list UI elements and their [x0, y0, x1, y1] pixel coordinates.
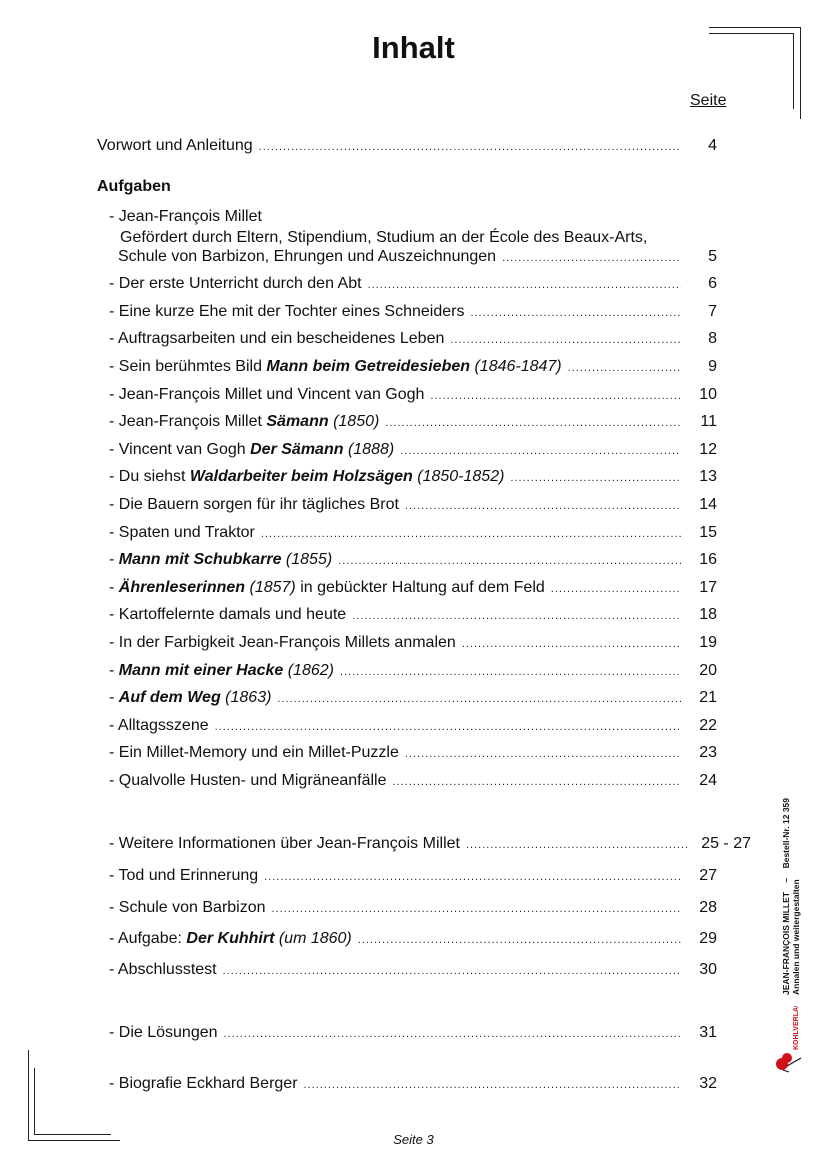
toc-entry-pre: - Auftragsarbeiten und ein bescheidenes Leben [109, 330, 445, 347]
toc-page-number: 20 [699, 662, 717, 679]
toc-entry-pre: - Kartoffelernte damals und heute [109, 606, 347, 623]
toc-entry-work: Mann mit Schubkarre [118, 551, 282, 568]
toc-entry-year: (1855) [281, 551, 333, 568]
dot-leader [358, 934, 681, 946]
toc-entry-label [109, 689, 271, 707]
toc-entry-label [109, 717, 209, 735]
toc-entry-intro[interactable] [97, 137, 717, 157]
dot-leader [304, 1079, 681, 1091]
toc-page-number: 6 [708, 275, 717, 292]
toc-entry-pre: - Qualvolle Husten- und Migräneanfälle [109, 772, 387, 789]
toc-entry-solutions[interactable] [109, 1024, 717, 1044]
dot-leader [502, 252, 681, 264]
dot-leader [466, 839, 689, 851]
page-column-header: Seite [690, 92, 727, 109]
toc-entry-post: in gebückter Haltung auf dem Feld [295, 579, 545, 596]
toc-entry-pre: - Der erste Unterricht durch den Abt [109, 275, 362, 292]
toc-entry-label [109, 330, 444, 348]
toc-page-number: 12 [699, 441, 717, 458]
publisher-logo [773, 1006, 803, 1074]
dot-leader [392, 776, 681, 788]
toc-entry-pre: - Die Bauern sorgen für ihr tägliches Brot [109, 496, 399, 513]
dot-leader [462, 638, 681, 650]
toc-entry-pre: - Tod und Erinnerung [109, 867, 259, 884]
toc-entry-label [109, 358, 562, 376]
toc-page-number: 5 [708, 248, 717, 265]
dot-leader [277, 693, 681, 705]
dot-leader [405, 500, 681, 512]
toc-entry-label [109, 468, 504, 486]
dot-leader [400, 445, 681, 457]
toc-entry-year: (um 1860) [274, 930, 352, 947]
toc-entry[interactable] [109, 413, 717, 433]
dot-leader [224, 1028, 681, 1040]
toc-entry-work: Auf dem Weg [118, 689, 221, 706]
toc-entry-pre: - Abschlusstest [109, 961, 217, 978]
toc-entry[interactable] [109, 496, 717, 516]
dot-leader [338, 555, 681, 567]
toc-entry-work: Sämann [266, 413, 329, 430]
toc-entry[interactable] [109, 579, 717, 599]
toc-entry-first-line1: - Jean-François Millet [109, 208, 262, 225]
toc-entry[interactable] [109, 689, 717, 709]
toc-entry-year: (1846-1847) [470, 358, 562, 375]
sidebar-subtitle: Annalen und weitergestalten [791, 879, 801, 995]
toc-entry-work: Waldarbeiter beim Holzsägen [189, 468, 413, 485]
dot-leader [352, 610, 681, 622]
toc-entry-pre: - Eine kurze Ehe mit der Tochter eines Schneiders [109, 303, 465, 320]
toc-entry-label [109, 867, 258, 885]
dot-leader [368, 279, 681, 291]
toc-entry-label [109, 772, 386, 790]
toc-entry[interactable] [109, 772, 717, 792]
toc-entry-work: Ährenleserinnen [118, 579, 246, 596]
toc-entry-year: (1888) [343, 441, 395, 458]
toc-entry[interactable] [109, 441, 717, 461]
publisher-logo-icon [773, 1006, 803, 1074]
toc-entry-pre: - Du siehst [109, 468, 190, 485]
toc-entry[interactable] [109, 662, 717, 682]
toc-entry-pre: - Spaten und Traktor [109, 524, 255, 541]
dot-leader [340, 666, 681, 678]
toc-page-number: 24 [699, 772, 717, 789]
toc-entry[interactable] [109, 358, 717, 378]
toc-page-number: 11 [700, 413, 717, 430]
toc-entry-pre: - Vincent van Gogh [109, 441, 251, 458]
toc-page-number: 23 [699, 744, 717, 761]
toc-entry-year: (1863) [220, 689, 272, 706]
toc-entry[interactable] [109, 275, 717, 295]
toc-entry-pre: - Sein berühmtes Bild [109, 358, 267, 375]
toc-entry-year: (1857) [245, 579, 296, 596]
toc-entry-label [109, 961, 217, 979]
toc-entry-label [109, 579, 545, 597]
toc-entry[interactable] [109, 634, 717, 654]
dot-leader [385, 417, 681, 429]
toc-page-number: 16 [699, 551, 717, 568]
toc-entry-work: Mann mit einer Hacke [118, 662, 284, 679]
toc-entry-year: (1850-1852) [412, 468, 505, 485]
toc-entry-label: - Die Lösungen [109, 1024, 218, 1041]
toc-entry-label: Schule von Barbizon, Ehrungen und Auszeichnungen [118, 248, 497, 265]
dot-leader [568, 362, 681, 374]
toc-page-number: 9 [708, 358, 717, 375]
toc-entry-label [109, 386, 424, 404]
toc-entry-pre: - [109, 579, 119, 596]
toc-entry-label [109, 662, 334, 680]
toc-entry[interactable] [109, 867, 717, 887]
toc-entry-pre: - Alltagsszene [109, 717, 209, 734]
dot-leader [450, 334, 681, 346]
toc-entry-label: Vorwort und Anleitung [97, 137, 253, 154]
toc-entry-label [109, 303, 464, 321]
toc-page-number: 8 [708, 330, 717, 347]
toc-entry-first[interactable] [118, 248, 717, 268]
dot-leader [215, 721, 681, 733]
toc-entry-work: Der Kuhhirt [186, 930, 275, 947]
toc-page-number: 28 [699, 899, 717, 916]
dot-leader [259, 141, 681, 153]
toc-entry[interactable] [109, 961, 717, 981]
toc-entry[interactable] [109, 330, 717, 350]
toc-entry-label [109, 524, 255, 542]
toc-entry-label [109, 835, 460, 853]
toc-page-number: 7 [708, 303, 717, 320]
toc-entry-pre: - [109, 551, 119, 568]
dot-leader [272, 903, 681, 915]
toc-entry-pre: - [109, 689, 119, 706]
toc-entry-label [109, 744, 399, 762]
toc-entry[interactable] [109, 468, 717, 488]
toc-page-number: 31 [699, 1024, 717, 1041]
toc-page-number: 25 - 27 [701, 835, 751, 852]
sidebar-title: JEAN-FRANÇOIS MILLET [781, 892, 791, 995]
toc-page-number: 30 [699, 961, 717, 978]
page-title: Inhalt [372, 30, 455, 65]
publisher-logo-text: KOHLVERLAG [793, 1006, 800, 1050]
toc-entry-pre: - Jean-François Millet [109, 413, 267, 430]
dot-leader [551, 583, 681, 595]
toc-entry-label [109, 551, 332, 569]
toc-entry-label [109, 606, 346, 624]
toc-entry-pre: - Aufgabe: [109, 930, 187, 947]
toc-entry-label [109, 634, 456, 652]
dot-leader [261, 528, 681, 540]
toc-entry-label [109, 930, 352, 948]
toc-page-number: 10 [699, 386, 717, 403]
toc-entry-pre: - In der Farbigkeit Jean-François Millets anmalen [109, 634, 456, 651]
toc-entry[interactable] [109, 744, 717, 764]
toc-entry-pre: - Weitere Informationen über Jean-François Millet [109, 835, 460, 852]
toc-entry[interactable] [109, 524, 717, 544]
dot-leader [470, 307, 681, 319]
toc-entry-pre: - [109, 662, 119, 679]
sidebar-vertical-text [781, 798, 827, 995]
dot-leader [264, 871, 681, 883]
toc-entry-label [109, 413, 379, 431]
corner-frame-inner-bottom [34, 1068, 111, 1135]
toc-entry[interactable] [109, 606, 717, 626]
toc-entry-label [109, 441, 394, 459]
toc-page-number: 32 [699, 1075, 717, 1092]
toc-page-number: 29 [699, 930, 717, 947]
page-footer: Seite 3 [393, 1132, 434, 1147]
dot-leader [223, 965, 681, 977]
toc-page-number: 17 [699, 579, 717, 596]
toc-page-number: 19 [699, 634, 717, 651]
toc-entry[interactable] [109, 835, 751, 855]
toc-page-number: 22 [699, 717, 717, 734]
dot-leader [510, 472, 681, 484]
toc-page-number: 15 [699, 524, 717, 541]
toc-entry-pre: - Jean-François Millet und Vincent van Gogh [109, 386, 425, 403]
toc-entry-label [109, 275, 362, 293]
toc-page-number: 18 [699, 606, 717, 623]
toc-entry[interactable] [109, 717, 717, 737]
toc-entry-first-line2: Gefördert durch Eltern, Stipendium, Studium an der École des Beaux-Arts, [120, 229, 648, 246]
toc-entry-work: Mann beim Getreidesieben [266, 358, 471, 375]
toc-entry-label: - Biografie Eckhard Berger [109, 1075, 298, 1092]
section-heading: Aufgaben [97, 178, 171, 195]
toc-entry[interactable] [109, 386, 717, 406]
toc-page-number: 21 [699, 689, 717, 706]
toc-entry-label [109, 899, 266, 917]
toc-entry[interactable] [109, 930, 717, 950]
toc-page-number: 27 [699, 867, 717, 884]
toc-entry[interactable] [109, 551, 717, 571]
toc-page-number: 14 [699, 496, 717, 513]
toc-entry-year: (1862) [283, 662, 334, 679]
toc-entry-pre: - Ein Millet-Memory und ein Millet-Puzzle [109, 744, 399, 761]
toc-entry-bio[interactable] [109, 1075, 717, 1095]
dot-leader [430, 390, 681, 402]
sidebar-order-number: Bestell-Nr. 12 359 [781, 798, 791, 869]
sidebar-separator: – [781, 877, 791, 883]
toc-entry[interactable] [109, 899, 717, 919]
toc-entry[interactable] [109, 303, 717, 323]
toc-page-number: 13 [699, 468, 717, 485]
dot-leader [405, 748, 681, 760]
toc-entry-label [109, 496, 399, 514]
toc-entry-year: (1850) [328, 413, 380, 430]
toc-entry-pre: - Schule von Barbizon [109, 899, 266, 916]
toc-entry-work: Der Sämann [250, 441, 344, 458]
toc-page-number: 4 [708, 137, 717, 154]
